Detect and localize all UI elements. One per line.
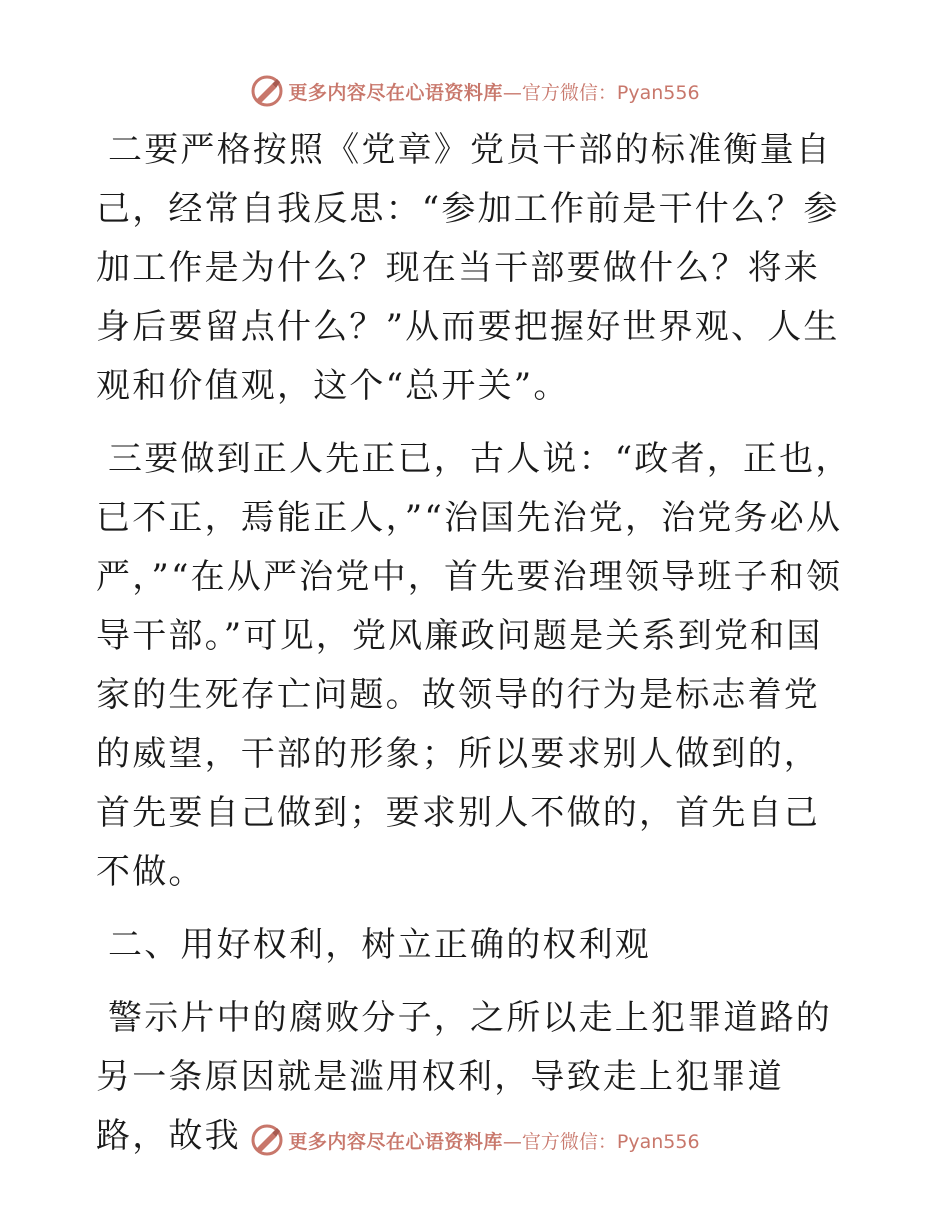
footer-banner-main: 更多内容尽在心语资料库: [288, 1130, 503, 1153]
paragraph-2-text: 三要做到正人先正已，古人说：“政者，正也，已不正，焉能正人，”“治国先治党，治党务必从严，”“在从严治党中，首先要治理领导班子和领导干部。”可见，党风廉政问题是关系到党和国家的生死存亡问题。故领导的行为是标志着党的威望，干部的形象；所以要求别人做到的，首先要自己做到；要求别人不做的，首先自己不做。: [96, 439, 852, 892]
pen-logo-icon: [250, 1123, 284, 1157]
header-banner: [0, 73, 950, 109]
paragraph-2: [96, 430, 856, 902]
header-banner-sub: —官方微信：Pyan556: [502, 81, 700, 104]
header-banner-main: 更多内容尽在心语资料库: [288, 81, 503, 104]
paragraph-1: [96, 121, 856, 416]
pen-logo-icon: [250, 74, 284, 108]
footer-banner-sub: —官方微信：Pyan556: [502, 1130, 700, 1153]
section-heading-text: 二、用好权利，树立正确的权利观: [108, 925, 651, 965]
paragraph-3-text: 警示片中的腐败分子，之所以走上犯罪道路的另一条原因就是滥用权利，导致走上犯罪道路，故我: [96, 998, 832, 1156]
paragraph-1-text: 二要严格按照《党章》党员干部的标准衡量自己，经常自我反思：“参加工作前是干什么？参加工作是为什么？现在当干部要做什么？将来身后要留点什么？”从而要把握好世界观、人生观和价值观，这个“总开关”。: [96, 130, 840, 406]
section-heading: [96, 916, 856, 975]
document-body: [96, 121, 856, 1180]
footer-banner: [0, 1122, 950, 1158]
